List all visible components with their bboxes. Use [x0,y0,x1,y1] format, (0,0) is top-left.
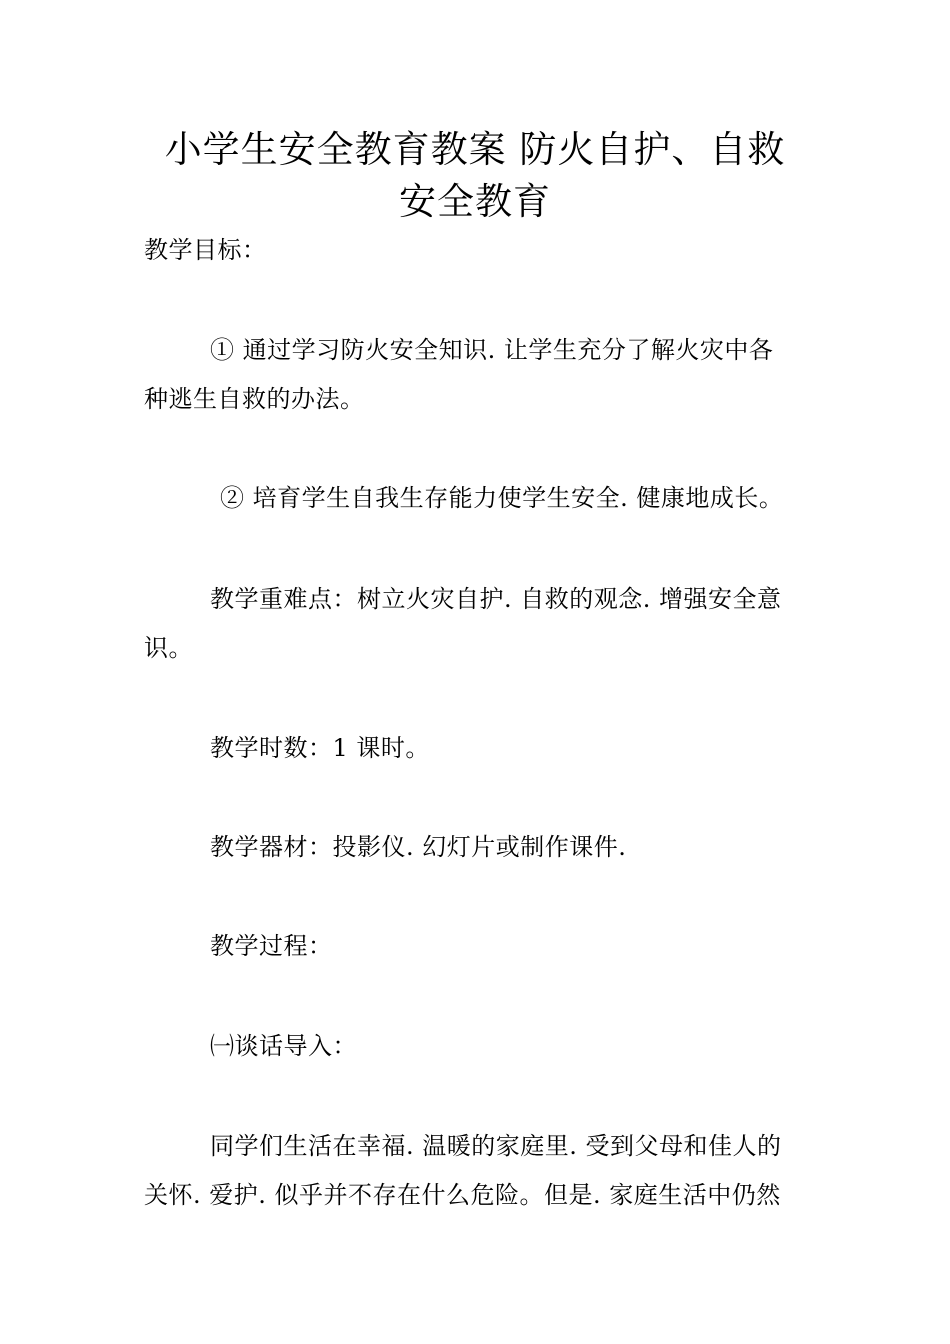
objective-2: ② 培育学生自我生存能力使学生安全. 健康地成长。 [220,484,784,512]
document-title-line-1: 小学生安全教育教案 防火自护、自救 [164,128,786,171]
objective-1-line-2: 种逃生自救的办法。 [144,385,365,413]
document-title-line-2: 安全教育 [399,180,551,223]
key-points-line-1: 教学重难点：树立火灾自护. 自救的观念. 增强安全意 [210,585,782,613]
teaching-hours: 教学时数：1 课时。 [210,734,430,762]
intro-heading: ㈠谈话导入： [210,1032,357,1060]
intro-paragraph-line-1: 同学们生活在幸福. 温暖的家庭里. 受到父母和佳人的 [210,1132,782,1160]
intro-paragraph-line-2: 关怀. 爱护. 似乎并不存在什么危险。但是. 家庭生活中仍然 [144,1181,781,1209]
objectives-label: 教学目标： [144,236,267,264]
teaching-equipment: 教学器材：投影仪. 幻灯片或制作课件. [210,833,627,861]
teaching-process-heading: 教学过程： [210,932,333,960]
objective-1-line-1: ① 通过学习防火安全知识. 让学生充分了解火灾中各 [210,336,774,364]
key-points-line-2: 识。 [144,634,193,662]
